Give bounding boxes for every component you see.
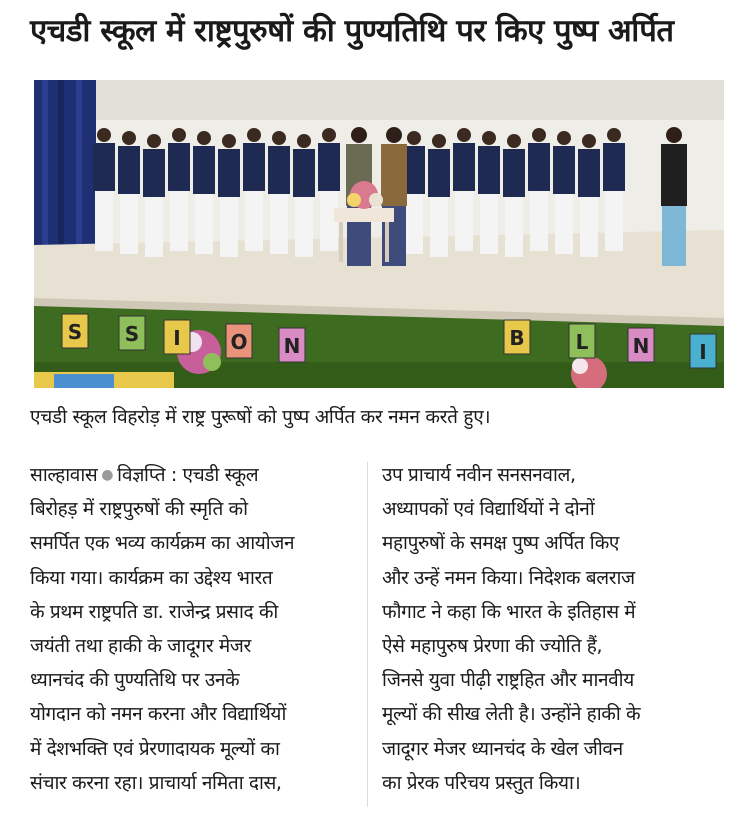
article-right-lines: [382, 458, 712, 800]
person-head: [607, 128, 621, 142]
person-blazer: [603, 143, 625, 191]
article-line: संचार करना रहा। प्राचार्या नमिता दास,: [30, 771, 282, 794]
adult-lower: [662, 206, 686, 266]
article-column-right: [382, 458, 712, 800]
adult-head: [351, 127, 367, 143]
article-line: उप प्राचार्य नवीन सनसनवाल,: [382, 464, 576, 486]
article-line: मूल्यों की सीख लेती है। उन्होंने हाकी के: [382, 703, 641, 726]
headline: एचडी स्कूल में राष्ट्रपुरुषों की पुण्यतिथि पर किए पुष्प अर्पित: [30, 13, 674, 49]
article-line: योगदान को नमन करना और विद्यार्थियों: [30, 703, 286, 726]
person-trousers: [245, 191, 263, 251]
person-head: [222, 134, 236, 148]
person-head: [582, 134, 596, 148]
person-blazer: [168, 143, 190, 191]
person-head: [557, 131, 571, 145]
person-trousers: [455, 191, 473, 251]
adult-body: [661, 144, 687, 206]
person-trousers: [555, 194, 573, 254]
adult-body: [381, 144, 407, 206]
news-photo-graphic: [34, 80, 724, 388]
article-line: समर्पित एक भव्य कार्यक्रम का आयोजन: [30, 532, 295, 555]
bullet-dot-icon: ●: [101, 467, 114, 483]
article-line: जादूगर मेजर ध्यानचंद के खेल जीवन: [382, 737, 623, 760]
person-blazer: [478, 146, 500, 194]
person-blazer: [528, 143, 550, 191]
person-trousers: [580, 197, 598, 257]
person-head: [197, 131, 211, 145]
person-blazer: [268, 146, 290, 194]
article-line: में देशभक्ति एवं प्रेरणादायक मूल्यों का: [30, 737, 280, 760]
banner-letter: B: [509, 326, 525, 350]
news-photo: [34, 80, 724, 388]
banner-letter: S: [67, 320, 83, 344]
person-blazer: [553, 146, 575, 194]
article-line: ध्यानचंद की पुण्यतिथि पर उनके: [30, 669, 240, 692]
article-first-line: एचडी स्कूल: [182, 464, 259, 486]
person-blazer: [453, 143, 475, 191]
person-head: [507, 134, 521, 148]
person-head: [297, 134, 311, 148]
person-trousers: [195, 194, 213, 254]
person-blazer: [428, 149, 450, 197]
article-line: फौगाट ने कहा कि भारत के इतिहास में: [382, 600, 636, 623]
person-trousers: [170, 191, 188, 251]
article-left-lines: [30, 492, 360, 800]
person-head: [482, 131, 496, 145]
person-trousers: [405, 194, 423, 254]
article-column-left: [30, 458, 360, 800]
person-trousers: [605, 191, 623, 251]
person-head: [147, 134, 161, 148]
article-line: महापुरुषों के समक्ष पुष्प अर्पित किए: [382, 532, 620, 555]
adult-head: [666, 127, 682, 143]
article-line: बिरोहड़ में राष्ट्रपुरुषों की स्मृति को: [30, 498, 248, 521]
person-trousers: [505, 197, 523, 257]
person-head: [432, 134, 446, 148]
person-head: [532, 128, 546, 142]
banner-letter: S: [124, 322, 140, 346]
person-head: [407, 131, 421, 145]
tribute-table: [334, 208, 394, 222]
article-line: किया गया। कार्यक्रम का उद्देश्य भारत: [30, 566, 273, 589]
person-blazer: [293, 149, 315, 197]
photo-caption: एचडी स्कूल विहरोड़ में राष्ट्र पुरूषों को पुष्प अर्पित कर नमन करते हुए।: [30, 406, 491, 428]
person-head: [97, 128, 111, 142]
adult-head: [386, 127, 402, 143]
article-line: ऐसे महापुरुष प्रेरणा की ज्योति हैं,: [382, 634, 603, 657]
article-line: के प्रथम राष्ट्रपति डा. राजेन्द्र प्रसाद की: [30, 600, 278, 623]
person-head: [272, 131, 286, 145]
banner-letter: N: [283, 334, 301, 358]
person-trousers: [430, 197, 448, 257]
person-trousers: [145, 197, 163, 257]
person-blazer: [193, 146, 215, 194]
banner-letter: L: [575, 330, 589, 354]
person-head: [247, 128, 261, 142]
person-trousers: [95, 191, 113, 251]
banner-letter: I: [173, 326, 181, 350]
person-head: [457, 128, 471, 142]
person-trousers: [480, 194, 498, 254]
article-line: जयंती तथा हाकी के जादूगर मेजर: [30, 634, 251, 657]
article-line: और उन्हें नमन किया। निदेशक बलराज: [382, 566, 635, 589]
person-blazer: [318, 143, 340, 191]
person-blazer: [93, 143, 115, 191]
banner-letter: N: [632, 334, 650, 358]
banner-letter: O: [230, 330, 248, 354]
person-trousers: [270, 194, 288, 254]
person-blazer: [243, 143, 265, 191]
person-blazer: [503, 149, 525, 197]
article-line: का प्रेरक परिचय प्रस्तुत किया।: [382, 771, 581, 794]
column-divider: [367, 462, 368, 807]
person-trousers: [530, 191, 548, 251]
person-blazer: [218, 149, 240, 197]
article-line: जिनसे युवा पीढ़ी राष्ट्रहित और मानवीय: [382, 669, 634, 692]
person-trousers: [295, 197, 313, 257]
person-blazer: [578, 149, 600, 197]
banner-letter: I: [699, 340, 707, 364]
person-trousers: [220, 197, 238, 257]
article-line: अध्यापकों एवं विद्यार्थियों ने दोनों: [382, 498, 595, 521]
person-head: [122, 131, 136, 145]
person-trousers: [120, 194, 138, 254]
dateline-source: विज्ञप्ति :: [117, 464, 177, 486]
person-blazer: [143, 149, 165, 197]
dateline: [30, 458, 360, 492]
person-head: [172, 128, 186, 142]
person-blazer: [118, 146, 140, 194]
person-head: [322, 128, 336, 142]
dateline-place: साल्हावास: [30, 464, 98, 486]
